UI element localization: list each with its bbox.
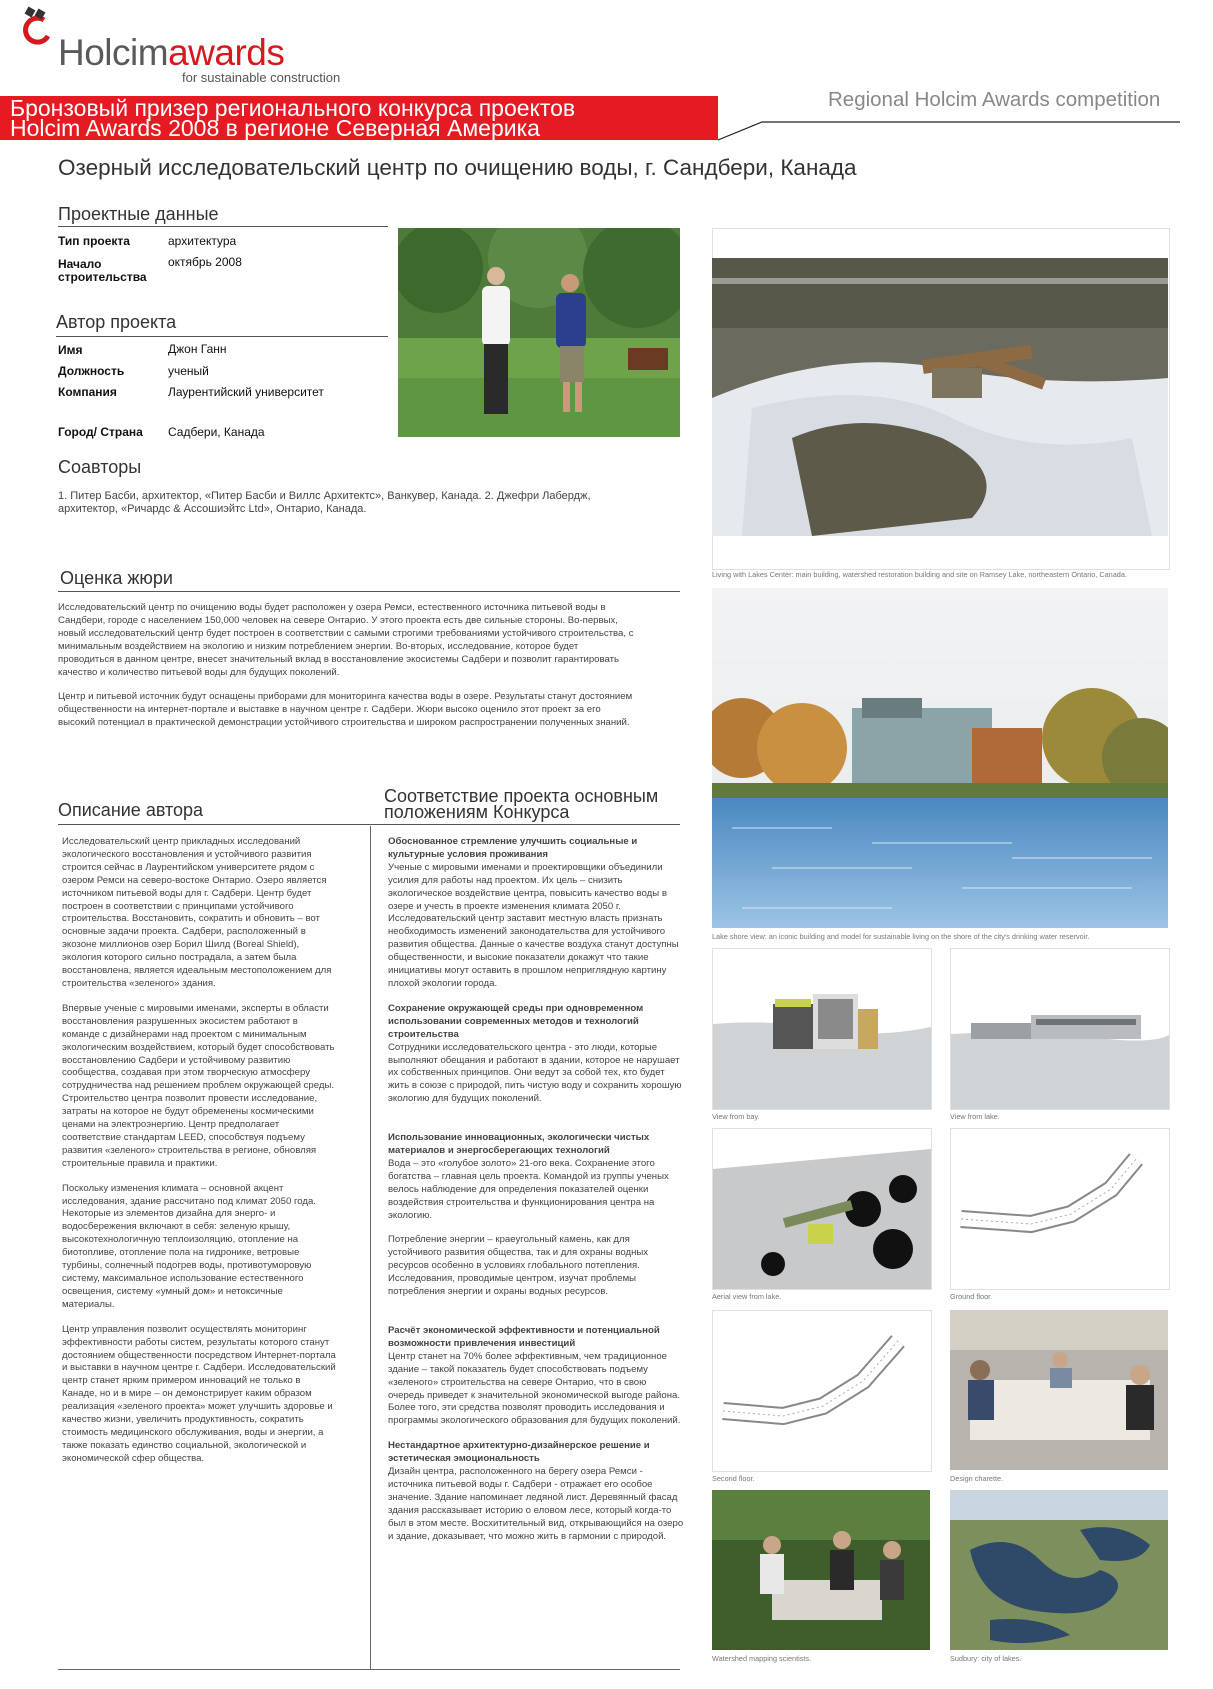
- desc-p3-line: исследования, здание рассчитано под климат 2050 года.: [62, 1195, 316, 1207]
- compliance-b2-text: [388, 1042, 688, 1107]
- author-name-label: Имя: [58, 343, 83, 357]
- desc-p4-line: центр станет ярким примером инноваций не только в: [62, 1375, 301, 1387]
- bottom-rule: [58, 1669, 680, 1670]
- b2-text-line: экологию для будущих поколений.: [388, 1093, 542, 1105]
- aerial-view-from-lake-image: [712, 1128, 932, 1290]
- jury-p2-line: Центр и питьевой источник будут оснащены приборами для мониторинга качества воды в озере. Результаты станут достоянием: [58, 691, 633, 703]
- jury-text: [58, 602, 688, 730]
- project-data-rule: [58, 226, 388, 227]
- description-paragraph-1: [62, 836, 362, 991]
- desc-p4-line: Центр управления позволит осуществлять мониторинг: [62, 1323, 307, 1335]
- desc-p3-line: материалы.: [62, 1298, 115, 1310]
- desc-p1-line: экология которого сильно пострадала, а затем была: [62, 952, 297, 964]
- b3-title-line: Использование инновационных, экологически чистых: [388, 1132, 650, 1144]
- b5-text-line: источника питьевой воды г. Садбери - отражает его особое: [388, 1478, 653, 1490]
- b3-text-line: богатства – главная цель проекта. Командой из группы ученых: [388, 1170, 669, 1182]
- b4-text-line: Центр станет на 70% более эффективным, чем традиционное: [388, 1350, 668, 1362]
- compliance-b1-title: [388, 836, 688, 862]
- sudbury-lakes-image: [950, 1490, 1168, 1650]
- b1-text-line: общественности, и высокие показатели докажут что такие: [388, 952, 649, 964]
- view-from-bay-image: [712, 948, 932, 1110]
- b2-title-line: использовании современных методов и технологий: [388, 1015, 639, 1027]
- banner-line-1: Бронзовый призер регионального конкурса проектов: [10, 95, 576, 121]
- b2-title-line: строительства: [388, 1028, 459, 1040]
- header-divider-line: [718, 112, 1180, 142]
- b4-text-line: «зеленого» строительства на севере Онтарио, что в свою: [388, 1376, 647, 1388]
- project-type-value: архитектура: [168, 234, 237, 248]
- compliance-text: [388, 836, 688, 1544]
- jury-p1-line: новый исследовательский центр будет построен в соответствии с самыми строгими требованиями устойчивого строительства, с: [58, 627, 634, 639]
- compliance-heading: Соответствие проекта основным положениям Конкурса: [384, 786, 659, 822]
- b1-text-line: необходимость изменений законодательства для устойчивого: [388, 926, 666, 938]
- b1-text-line: Исследовательский центр заставит местную власть признать: [388, 913, 663, 925]
- jury-paragraph-1: [58, 602, 688, 679]
- b3-text-line: велось наблюдение для определения показателей оценки: [388, 1183, 649, 1195]
- desc-p1-line: построен в соответствии с принципами устойчивого: [62, 900, 294, 912]
- desc-p2-line: восстановления разрушенных экосистем работают в: [62, 1015, 298, 1027]
- desc-p1-line: строительства «зеленого» здания.: [62, 977, 216, 989]
- author-company-label: Компания: [58, 385, 117, 399]
- author-heading: Автор проекта: [56, 312, 177, 332]
- ground-floor-plan-image: [950, 1128, 1170, 1290]
- b3-text2-line: ресурсов особенно в условиях глобального потепления.: [388, 1260, 640, 1272]
- desc-p2-line: Впервые ученые с мировыми именами, эксперты в области: [62, 1002, 329, 1014]
- compliance-b2-title: [388, 1003, 688, 1042]
- desc-p4-line: экономической сфер общества.: [62, 1452, 205, 1464]
- desc-p3-line: Некоторые из элементов дизайна для энерго- и: [62, 1208, 276, 1220]
- jury-heading: Оценка жюри: [60, 568, 173, 588]
- desc-p3-line: высокотехнологичную теплоизоляцию, отопление на: [62, 1234, 299, 1246]
- b1-text-line: плохой экологии города.: [388, 977, 498, 989]
- b2-text-line: Сотрудники исследовательского центра - это люди, которые: [388, 1041, 658, 1053]
- desc-p2-line: строительные правила и практики.: [62, 1157, 218, 1169]
- desc-p2-line: команде с дизайнерами над проектом с минимальным: [62, 1028, 307, 1040]
- desc-p4-line: стоимость медицинского обслуживания, воды и энергии, а: [62, 1426, 324, 1438]
- desc-p1-line: озером Ремси на северо-востоке Онтарио. Озеро является: [62, 874, 327, 886]
- b3-text2-line: устойчивого развития общества, так и для охраны водных: [388, 1247, 649, 1259]
- compliance-b3-text: [388, 1158, 688, 1223]
- desc-p1-line: Исследовательский центр прикладных исследований: [62, 836, 301, 847]
- coauthors-text: 1. Питер Басби, архитектор, «Питер Басби и Виллс Архитектс», Ванкувер, Канада. 2. Джефри Лабердж, архитектор, «Ричардс & Ассошиэйтс Ltd», Онтарио, Канада.: [58, 490, 591, 515]
- desc-p3-line: турбины, солнечный подогрев воды, противотуморовую: [62, 1260, 312, 1272]
- b2-title-line: Сохранение окружающей среды при одновременном: [388, 1002, 644, 1014]
- jury-rule: [58, 591, 680, 592]
- caption-lake-shore: Lake shore view: an iconic building and model for sustainable living on the shore of the city's drinking water reservoir.: [712, 932, 1090, 941]
- caption-sudbury-lakes: Sudbury: city of lakes.: [950, 1654, 1022, 1663]
- description-paragraph-2: [62, 1003, 362, 1171]
- desc-p2-line: экологическим воздействием, который будет способствовать: [62, 1041, 335, 1053]
- view-from-lake-image: [950, 948, 1170, 1110]
- caption-view-from-lake: View from lake.: [950, 1112, 1000, 1121]
- caption-aerial: Living with Lakes Center: main building, watershed restoration building and site on Ramsey Lake, northeastern Ontario, Canada.: [712, 570, 1127, 579]
- watershed-scientists-image: [712, 1490, 930, 1650]
- author-company-value: Лаурентийский университет: [168, 385, 324, 399]
- desc-p2-line: развития «зеленого» строительства в регионе, обновляя: [62, 1144, 317, 1156]
- lake-shore-image: [712, 588, 1168, 928]
- b1-text-line: экологическое воздействие центра, повысить качество воды в: [388, 887, 667, 899]
- b4-title-line: возможности привлечения инвестиций: [388, 1337, 576, 1349]
- desc-p2-line: восстановлению Садбери и устойчивому развитию: [62, 1054, 291, 1066]
- b1-text-line: усилия для работы над проектом. Их цель – снизить: [388, 874, 623, 886]
- b1-text-line: инициативы могут оставить в прошлом неприглядную картину: [388, 965, 667, 977]
- desc-p2-line: соответствие стандартам LEED, способствуя подъему: [62, 1131, 305, 1143]
- b5-text-line: здания рассказывает историю о еловом лесе, который когда-то: [388, 1504, 672, 1516]
- b5-text-line: Дизайн центра, расположенного на берегу озера Ремси -: [388, 1466, 643, 1478]
- b2-text-line: жить в союзе с природой, пить чистую воду и сохранить хорошую: [388, 1080, 682, 1092]
- regional-competition-label: Regional Holcim Awards competition: [828, 88, 1161, 111]
- caption-watershed-scientists: Watershed mapping scientists.: [712, 1654, 812, 1663]
- column-divider: [370, 826, 371, 1669]
- compliance-b5-title: [388, 1440, 688, 1466]
- caption-design-charette: Design charette.: [950, 1474, 1004, 1483]
- author-rule: [56, 336, 388, 337]
- author-city-label: Город/ Страна: [58, 425, 143, 439]
- b5-title-line: эстетическая эмоциональность: [388, 1453, 540, 1465]
- jury-p2-line: высокий потенциал в практической демонстрации устойчивого строительства и широком распространении полученных знаний.: [58, 717, 630, 729]
- jury-paragraph-2: [58, 691, 688, 730]
- caption-view-from-bay: View from bay.: [712, 1112, 760, 1121]
- caption-ground-floor: Ground floor.: [950, 1292, 993, 1301]
- logo-awards: awards: [168, 32, 285, 73]
- b2-text-line: выполняют обещания и работают в здании, которое не нарушает: [388, 1054, 680, 1066]
- author-name-value: Джон Ганн: [168, 342, 227, 356]
- aerial-site-image: [712, 258, 1168, 536]
- desc-p1-line: экозоне миллионов озер Борил Шилд (Boreal Shield),: [62, 939, 300, 951]
- jury-p1-line: проводиться в данном центре, внесет значительный вклад в восстановление экосистемы Садбери и позволит гарантировать: [58, 653, 620, 665]
- b4-text-line: здание – такой показатель будет способствовать подъему: [388, 1363, 648, 1375]
- description-heading: Описание автора: [58, 800, 204, 820]
- b4-text-line: программы экологического образования для будущих поколений.: [388, 1415, 681, 1427]
- b1-text-line: развития общества. Данные о качестве воздуха станут доступны: [388, 939, 679, 951]
- description-rule: [58, 824, 370, 825]
- jury-p1-line: минимальным воздействием на экологию и низким потреблением энергии. Во-вторых, исследование, которое будет: [58, 640, 579, 652]
- b1-text-line: озере и учесть в проекте изменения климата 2050 г.: [388, 900, 621, 912]
- compliance-b1-text: [388, 862, 688, 991]
- jury-p1-line: Сандбери, городе с населением 150,000 человек на севере Онтарио. У этого проекта есть две сильные стороны. Во-первых,: [58, 614, 618, 626]
- b3-text-line: воздействия строительства и функционирования центра на: [388, 1196, 655, 1208]
- desc-p2-line: ценами на электроэнергию. Центр предполагает: [62, 1119, 280, 1131]
- logo-tagline: for sustainable construction: [182, 70, 341, 85]
- desc-p3-line: биотопливе, отопление пола на гидронике, ветровые: [62, 1247, 300, 1259]
- desc-p4-line: качество жизни, увеличить продуктивность, сократить: [62, 1414, 304, 1426]
- b1-text-line: Ученые с мировыми именами и проектировщики объединили: [388, 861, 663, 873]
- design-charette-image: [950, 1310, 1168, 1470]
- desc-p2-line: затраты на которое не будут обременены космическими: [62, 1106, 314, 1118]
- desc-p1-line: восстановлена, является идеальным местоположением для: [62, 965, 332, 977]
- b3-text-line: Вода – это «голубое золото» 21-ого века. Сохранение этого: [388, 1157, 655, 1169]
- description-text: [62, 836, 362, 1466]
- desc-p3-line: водосбережения включают в себя: зеленую крышу,: [62, 1221, 291, 1233]
- b2-text-line: их собственных принципов. Они ведут за собой тех, кто будет: [388, 1067, 665, 1079]
- b4-text-line: очередь приведет к значительной экономической выгоде района.: [388, 1389, 681, 1401]
- desc-p2-line: сотрудничества над решением проблем окружающей среды.: [62, 1080, 335, 1092]
- desc-p1-line: источником питьевой воды для г. Садбери. Центр будет: [62, 887, 312, 899]
- logo-holcim: Holcim: [58, 32, 169, 73]
- b1-title-line: культурные условия проживания: [388, 848, 548, 860]
- logo-wordmark: [58, 34, 284, 71]
- compliance-b3-text-2: [388, 1234, 688, 1299]
- desc-p2-line: Строительство центра позволит провести исследование,: [62, 1093, 318, 1105]
- start-label: Начало строительства: [58, 257, 147, 284]
- desc-p4-line: достоянием общественности посредством Интернет-портала: [62, 1349, 336, 1361]
- desc-p1-line: строится сейчас в Лаурентийском университете рядом с: [62, 861, 315, 873]
- project-type-label: Тип проекта: [58, 234, 130, 248]
- b4-title-line: Расчёт экономической эффективности и потенциальной: [388, 1325, 660, 1336]
- desc-p2-line: сообщества, создавая при этом творческую атмосферу: [62, 1067, 311, 1079]
- project-data-heading: Проектные данные: [58, 204, 219, 224]
- compliance-b3-title: [388, 1132, 688, 1158]
- b5-text-line: значение. Здание напоминает ледяной лист. Деревянный фасад: [388, 1491, 678, 1503]
- b5-text-line: был в этом месте. Восхитительный вид, открывающийся на озеро: [388, 1517, 684, 1529]
- compliance-b4-text: [388, 1351, 688, 1428]
- author-city-value: Садбери, Канада: [168, 425, 265, 439]
- author-photo: [398, 228, 680, 437]
- desc-p3-line: Поскольку изменения климата – основной акцент: [62, 1182, 284, 1194]
- award-banner: [0, 96, 718, 140]
- desc-p1-line: основные задачи проекта. Садбери, расположенный в: [62, 926, 306, 938]
- second-floor-plan-image: [712, 1310, 932, 1472]
- desc-p4-line: и выставки в научном центре г. Садбери. Исследовательский: [62, 1362, 336, 1374]
- start-value: октябрь 2008: [168, 255, 242, 269]
- b3-text2-line: потребления энергии и охраны водных ресурсов.: [388, 1286, 608, 1298]
- b3-text2-line: Потребление энергии – краеугольный камень, как для: [388, 1234, 630, 1246]
- b5-title-line: Нестандартное архитектурно-дизайнерское решение и: [388, 1440, 650, 1452]
- description-paragraph-3: [62, 1183, 362, 1312]
- desc-p1-line: строительства. Восстановить, сократить и обновить – вот: [62, 913, 320, 925]
- description-paragraph-4: [62, 1324, 362, 1466]
- compliance-b5-text: [388, 1466, 688, 1543]
- desc-p3-line: освещения, систему «умный дом» и нетоксичные: [62, 1285, 283, 1297]
- coauthors-heading: Соавторы: [58, 457, 142, 477]
- jury-p2-line: общественности на интернет-портале и выставке в научном центре г. Садбери. Жюри высоко оценило этот проект за его: [58, 704, 601, 716]
- compliance-b4-title: [388, 1325, 688, 1351]
- b3-text2-line: Исследования, проводимые центром, изучат проблемы: [388, 1273, 637, 1285]
- desc-p3-line: систему, максимальное использование естественного: [62, 1273, 304, 1284]
- b1-title-line: Обоснованное стремление улучшить социальные и: [388, 836, 638, 847]
- caption-second-floor: Second floor.: [712, 1474, 755, 1483]
- desc-p1-line: экологического восстановления и устойчивого развития: [62, 848, 312, 860]
- desc-p4-line: реализация «зеленого проекта» может улучшить здоровье и: [62, 1401, 333, 1413]
- b3-text-line: экологию.: [388, 1209, 433, 1221]
- b5-text-line: и здание, доказывает, что можно жить в гармонии с природой.: [388, 1530, 667, 1542]
- desc-p4-line: также показать единство социальной, экологической и: [62, 1439, 307, 1451]
- holcim-logo-icon: [22, 6, 52, 48]
- page-title: Озерный исследовательский центр по очищению воды, г. Сандбери, Канада: [58, 155, 857, 180]
- compliance-rule: [370, 824, 680, 825]
- caption-aerial-view-from-lake: Aerial view from lake.: [712, 1292, 782, 1301]
- b4-text-line: Более того, эти средства позволят проводить исследования и: [388, 1402, 665, 1414]
- b3-title-line: материалов и энергосберегающих технологий: [388, 1145, 610, 1157]
- jury-p1-line: качество и количество питьевой воды для будущих поколений.: [58, 666, 340, 678]
- desc-p4-line: Канаде, но и в мире – он демонстрирует каким образом: [62, 1388, 312, 1400]
- author-position-label: Должность: [58, 364, 125, 378]
- author-position-value: ученый: [168, 364, 209, 378]
- jury-p1-line: Исследовательский центр по очищению воды будет расположен у озера Ремси, естественного источника питьевой воды в: [58, 602, 606, 613]
- banner-line-2: Holcim Awards 2008 в регионе Северная Америка: [10, 115, 540, 141]
- desc-p4-line: эффективности работы систем, результаты которого станут: [62, 1336, 330, 1348]
